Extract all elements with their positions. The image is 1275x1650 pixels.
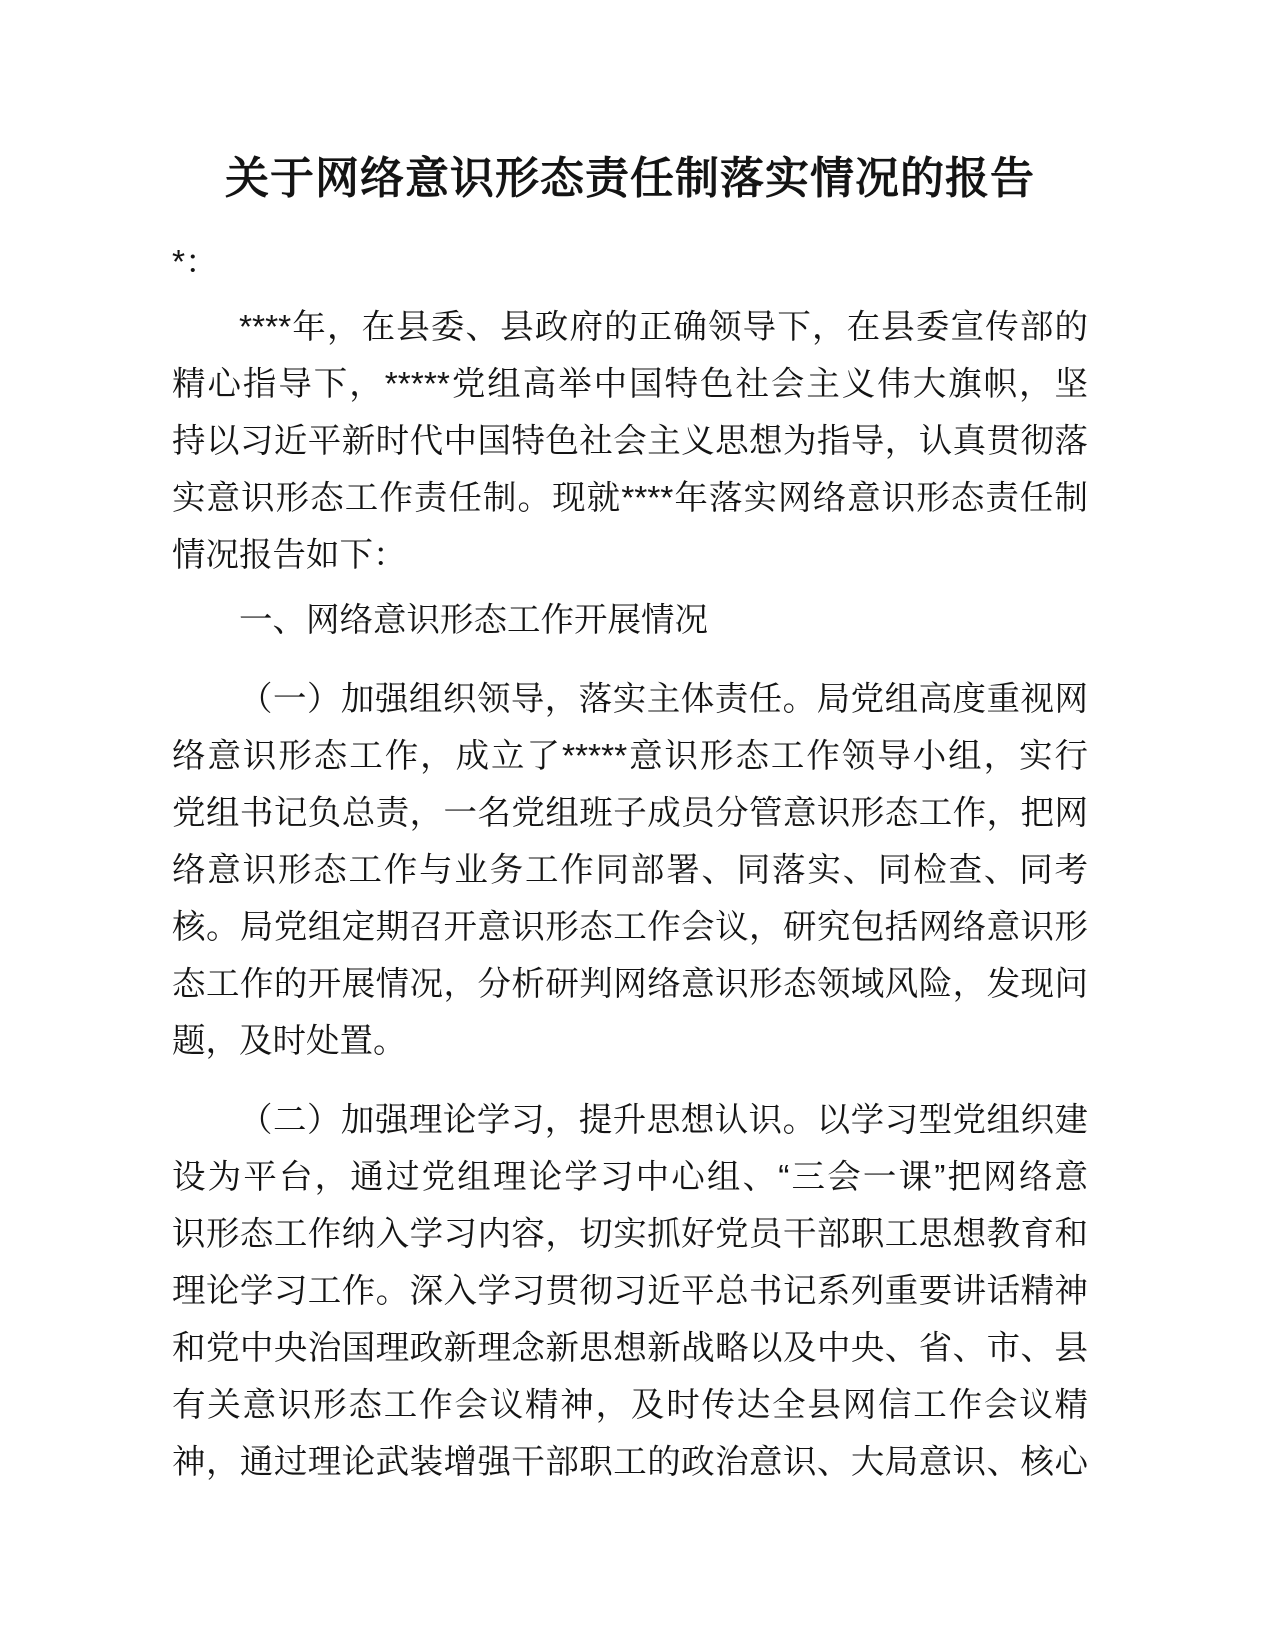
paragraph-line: 络意识形态工作与业务工作同部署、同落实、同检查、同考 (172, 852, 1088, 889)
paragraph-line: 核。局党组定期召开意识形态工作会议，研究包括网络意识形 (172, 909, 1088, 946)
section-heading-line: 一、网络意识形态工作开展情况 (239, 602, 708, 639)
intro-paragraph (172, 299, 1088, 584)
paragraph-line: 情况报告如下： (172, 537, 407, 574)
paragraph-line: 态工作的开展情况，分析研判网络意识形态领域风险，发现问 (172, 966, 1088, 1003)
paragraph-line: 持以习近平新时代中国特色社会主义思想为指导，认真贯彻落 (172, 423, 1088, 460)
paragraph-line: （二）加强理论学习，提升思想认识。以学习型党组织建 (239, 1102, 1088, 1139)
document-body (172, 234, 1088, 1491)
paragraph-line: 理论学习工作。深入学习贯彻习近平总书记系列重要讲话精神 (172, 1273, 1088, 1310)
paragraph-line: 和党中央治国理政新理念新思想新战略以及中央、省、市、县 (172, 1330, 1088, 1367)
paragraph-line: 题，及时处置。 (172, 1023, 407, 1060)
paragraph-line: 识形态工作纳入学习内容，切实抓好党员干部职工思想教育和 (172, 1216, 1088, 1253)
paragraph-line: 有关意识形态工作会议精神，及时传达全县网信工作会议精 (172, 1387, 1088, 1424)
paragraph-line: 神，通过理论武装增强干部职工的政治意识、大局意识、核心 (172, 1444, 1088, 1481)
salutation-line: *： (172, 244, 219, 281)
paragraph-line: 党组书记负总责，一名党组班子成员分管意识形态工作，把网 (172, 795, 1088, 832)
paragraph-line: 络意识形态工作，成立了*****意识形态工作领导小组，实行 (172, 738, 1088, 775)
paragraph-line: （一）加强组织领导，落实主体责任。局党组高度重视网 (239, 681, 1088, 718)
item-paragraph-2 (172, 1092, 1088, 1491)
paragraph-line: ****年，在县委、县政府的正确领导下，在县委宣传部的 (239, 309, 1088, 346)
paragraph-line: 实意识形态工作责任制。现就****年落实网络意识形态责任制 (172, 480, 1088, 517)
paragraph-line: 精心指导下，*****党组高举中国特色社会主义伟大旗帜，坚 (172, 366, 1088, 403)
salutation (172, 234, 1088, 291)
document-title: 关于网络意识形态责任制落实情况的报告 (225, 154, 1035, 203)
item-paragraph-1 (172, 671, 1088, 1070)
paragraph-line: 设为平台，通过党组理论学习中心组、“三会一课”把网络意 (172, 1159, 1088, 1196)
section-heading (172, 592, 1088, 649)
